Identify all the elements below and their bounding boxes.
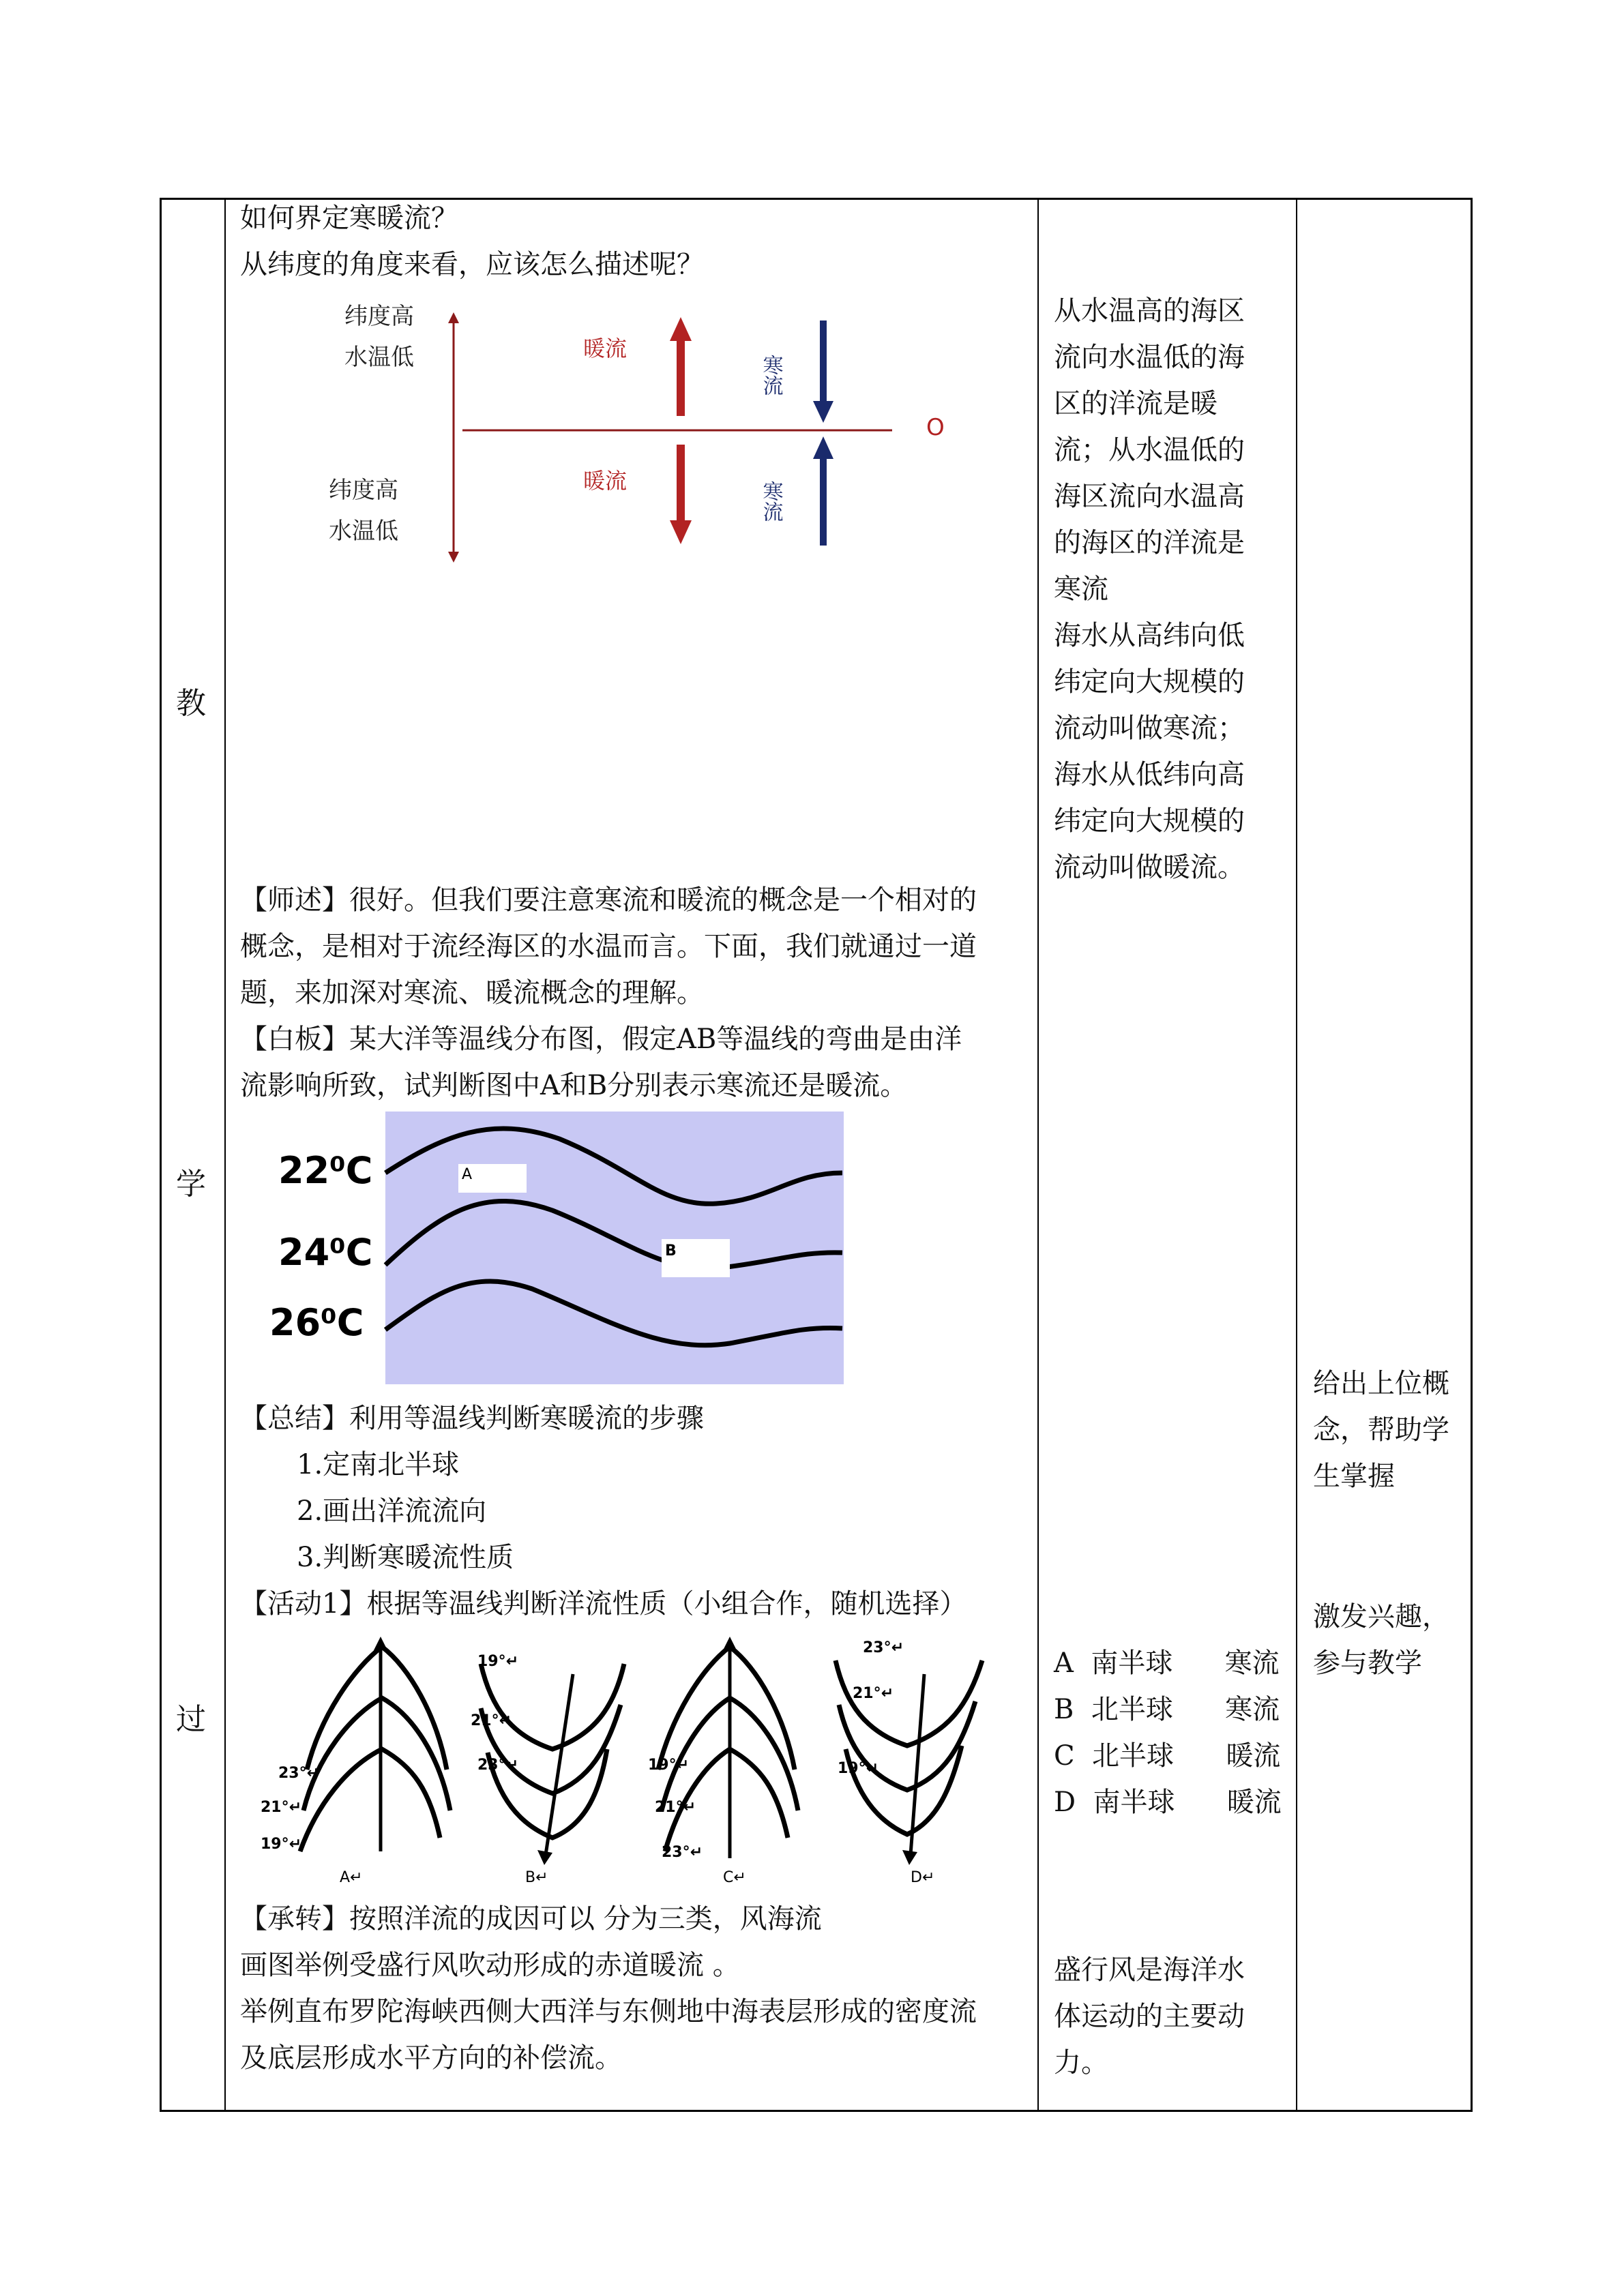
answer-1-line-3: 区的洋流是暖 bbox=[1054, 388, 1217, 419]
isotherm-ocean-background bbox=[385, 1112, 844, 1384]
answer-2-line-1: 海水从高纬向低 bbox=[1054, 620, 1245, 651]
table-divider-1 bbox=[224, 198, 226, 2112]
answer-3-line-1: 盛行风是海洋水 bbox=[1054, 1954, 1245, 1986]
warm-arrow-bottom-head bbox=[670, 520, 692, 544]
diagram-d-label: D↵ bbox=[911, 1869, 935, 1885]
answer-2-line-2: 纬定向大规模的 bbox=[1054, 666, 1245, 698]
diagram-c-arrow-head bbox=[723, 1637, 737, 1650]
cold-arrow-bottom-head bbox=[813, 436, 833, 459]
table-left-border bbox=[160, 198, 162, 2112]
side-label-xue: 学 bbox=[176, 1167, 206, 1202]
table-bottom-border bbox=[160, 2110, 1472, 2112]
diagram-c-t2: 21°↵ bbox=[655, 1799, 696, 1816]
diagram-a-label: A↵ bbox=[340, 1869, 363, 1885]
activity-title: 【活动1】根据等温线判断洋流性质（小组合作，随机选择） bbox=[240, 1588, 967, 1620]
teacher-line-3: 题，来加深对寒流、暖流概念的理解。 bbox=[240, 977, 704, 1009]
cold-arrow-bottom-shaft bbox=[820, 453, 827, 546]
answer-option-d: D 南半球 暖流 bbox=[1054, 1787, 1282, 1818]
diagram-a-t1: 23°↵ bbox=[278, 1765, 320, 1782]
diagram-b-curve-1 bbox=[481, 1664, 624, 1749]
diagram-c bbox=[648, 1637, 798, 1885]
isotherm-label-24: 24⁰C bbox=[278, 1231, 373, 1274]
isotherm-label-26: 26⁰C bbox=[269, 1301, 364, 1344]
cold-arrow-top-head bbox=[813, 401, 833, 423]
diagram-b-t3: 23°↵ bbox=[477, 1757, 519, 1774]
diagram-d-t1: 23°↵ bbox=[863, 1639, 904, 1656]
answer-1-line-1: 从水温高的海区 bbox=[1054, 295, 1245, 327]
diagram-b-arrow-head bbox=[537, 1850, 552, 1865]
diagram-a-t2: 21°↵ bbox=[261, 1799, 302, 1816]
latitude-axis-arrow-up bbox=[448, 312, 459, 323]
summary-title: 【总结】利用等温线判断寒暖流的步骤 bbox=[240, 1403, 704, 1434]
answer-1-line-7: 寒流 bbox=[1054, 573, 1108, 605]
bottom-left-label-2: 水温低 bbox=[329, 518, 398, 545]
bottom-left-label-1: 纬度高 bbox=[329, 477, 398, 504]
isotherm-figure bbox=[266, 1108, 859, 1388]
diagram-a bbox=[261, 1637, 450, 1885]
diagram-b bbox=[471, 1653, 624, 1885]
diagram-d-arrow-head bbox=[902, 1850, 917, 1865]
table-right-border bbox=[1471, 198, 1473, 2112]
isotherm-label-22: 22⁰C bbox=[278, 1149, 373, 1192]
note-block-1 bbox=[1313, 1360, 1477, 1500]
warm-arrow-bottom-shaft bbox=[677, 445, 685, 526]
cold-label-top: 寒流 bbox=[758, 355, 783, 396]
summary-step-1: 1.定南北半球 bbox=[297, 1449, 460, 1480]
transition-line-3: 举例直布罗陀海峡西侧大西洋与东侧地中海表层形成的密度流 bbox=[240, 1996, 977, 2027]
answer-3-line-3: 力。 bbox=[1054, 2047, 1108, 2078]
warm-label-bottom: 暖流 bbox=[583, 468, 628, 494]
diagram-c-label: C↵ bbox=[723, 1869, 746, 1885]
question-2: 从纬度的角度来看，应该怎么描述呢？ bbox=[240, 249, 704, 280]
diagram-b-label: B↵ bbox=[525, 1869, 548, 1885]
isotherm-label-b: B bbox=[665, 1242, 677, 1259]
table-divider-2 bbox=[1037, 198, 1039, 2112]
warm-arrow-top-head bbox=[670, 317, 692, 341]
answer-2-line-4: 海水从低纬向高 bbox=[1054, 759, 1245, 790]
board-line-2: 流影响所致，试判断图中A和B分别表示寒流还是暖流。 bbox=[240, 1070, 908, 1101]
diagram-d bbox=[836, 1639, 982, 1885]
diagram-b-t2: 21°↵ bbox=[471, 1712, 512, 1729]
warm-arrow-top-shaft bbox=[677, 334, 685, 416]
diagram-a-arrow-head bbox=[374, 1637, 387, 1650]
note-2-line-2: 参与教学 bbox=[1313, 1648, 1422, 1679]
transition-line-4: 及底层形成水平方向的补偿流。 bbox=[240, 2042, 622, 2074]
diagram-b-t1: 19°↵ bbox=[477, 1653, 519, 1670]
answer-1-line-6: 的海区的洋流是 bbox=[1054, 527, 1245, 558]
answer-2-line-5: 纬定向大规模的 bbox=[1054, 805, 1245, 837]
transition-line-2: 画图举例受盛行风吹动形成的赤道暖流 。 bbox=[240, 1950, 740, 1981]
teacher-line-1: 【师述】很好。但我们要注意寒流和暖流的概念是一个相对的 bbox=[240, 884, 977, 916]
board-line-1: 【白板】某大洋等温线分布图，假定AB等温线的弯曲是由洋 bbox=[240, 1024, 962, 1055]
warm-cold-latitude-diagram bbox=[300, 293, 969, 580]
answer-1-line-2: 流向水温低的海 bbox=[1054, 342, 1245, 373]
isotherm-label-a: A bbox=[462, 1166, 473, 1183]
diagram-a-t3: 19°↵ bbox=[261, 1836, 302, 1853]
answer-1-line-5: 海区流向水温高 bbox=[1054, 481, 1245, 512]
answer-option-b: B 北半球 寒流 bbox=[1054, 1694, 1280, 1725]
diagram-c-t1: 19°↵ bbox=[648, 1757, 690, 1774]
top-left-label-1: 纬度高 bbox=[344, 303, 414, 330]
note-block-2 bbox=[1313, 1594, 1477, 1686]
summary-step-3: 3.判断寒暖流性质 bbox=[297, 1542, 514, 1573]
isotherm-diagrams-abcd bbox=[252, 1633, 1016, 1885]
diagram-c-t3: 23°↵ bbox=[662, 1844, 703, 1861]
note-2-line-1: 激发兴趣， bbox=[1313, 1601, 1449, 1632]
answer-2-line-6: 流动叫做暖流。 bbox=[1054, 852, 1245, 883]
table-divider-3 bbox=[1296, 198, 1297, 2112]
answer-option-a: A 南半球 寒流 bbox=[1054, 1648, 1280, 1679]
summary-step-2: 2.画出洋流流向 bbox=[297, 1495, 487, 1527]
diagram-d-t2: 21°↵ bbox=[853, 1685, 894, 1702]
diagram-d-t3: 19°↵ bbox=[838, 1760, 879, 1777]
cold-label-bottom: 寒流 bbox=[758, 481, 783, 522]
warm-label-top: 暖流 bbox=[583, 336, 628, 361]
answer-option-c: C 北半球 暖流 bbox=[1054, 1740, 1281, 1772]
answer-block-1 bbox=[1054, 288, 1279, 891]
cold-arrow-top-shaft bbox=[820, 320, 827, 409]
side-label-guo: 过 bbox=[176, 1702, 206, 1737]
note-1-line-1: 给出上位概 bbox=[1313, 1368, 1449, 1399]
note-1-line-2: 念，帮助学 bbox=[1313, 1414, 1449, 1446]
answer-2-line-3: 流动叫做寒流； bbox=[1054, 713, 1245, 744]
latitude-axis-arrow-down bbox=[448, 552, 459, 563]
top-left-label-2: 水温低 bbox=[344, 344, 414, 371]
answer-3-line-2: 体运动的主要动 bbox=[1054, 2001, 1245, 2032]
transition-line-1: 【承转】按照洋流的成因可以 分为三类，风海流 bbox=[240, 1903, 822, 1935]
side-label-jiao: 教 bbox=[176, 686, 206, 721]
diagram-d-curve-1 bbox=[836, 1660, 982, 1746]
origin-label: O bbox=[926, 414, 945, 441]
answer-1-line-4: 流；从水温低的 bbox=[1054, 434, 1245, 466]
question-1: 如何界定寒暖流？ bbox=[240, 203, 458, 234]
note-1-line-3: 生掌握 bbox=[1313, 1461, 1395, 1492]
answer-block-3 bbox=[1054, 1947, 1279, 2086]
teacher-line-2: 概念，是相对于流经海区的水温而言。下面，我们就通过一道 bbox=[240, 931, 977, 962]
